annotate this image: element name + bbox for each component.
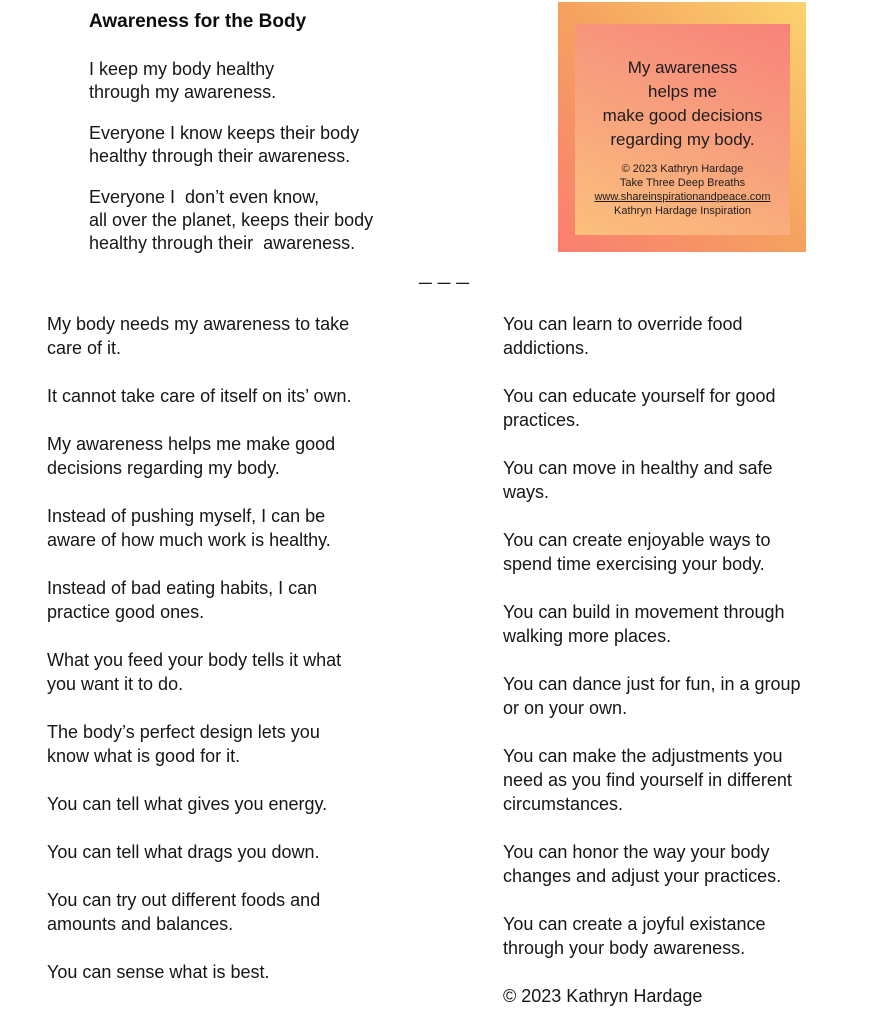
affirmation-card-inner [575, 24, 790, 235]
column-right [503, 312, 883, 1024]
paragraph [47, 432, 477, 480]
paragraph [503, 672, 883, 720]
poem-stanza [89, 186, 373, 255]
text-line: Everyone I know keeps their body [89, 123, 360, 143]
paragraph [47, 720, 477, 768]
text-line: You can create enjoyable ways to [503, 530, 771, 550]
text-line: My awareness helps me make good [47, 434, 336, 454]
text-line: practices. [503, 410, 581, 430]
affirmation-card [558, 2, 806, 252]
text-line: I keep my body healthy [89, 59, 275, 79]
text-line: walking more places. [503, 626, 672, 646]
paragraph [47, 792, 477, 816]
text-line: make good decisions [602, 106, 763, 125]
page-title: Awareness for the Body [89, 11, 307, 32]
text-line: practice good ones. [47, 602, 205, 622]
text-line: You can tell what drags you down. [47, 842, 320, 862]
section-divider: — — — [418, 275, 471, 290]
text-line: amounts and balances. [47, 914, 234, 934]
paragraph [503, 456, 883, 504]
text-line: You can sense what is best. [47, 962, 270, 982]
text-line: You can try out different foods and [47, 890, 321, 910]
paragraph [503, 912, 883, 960]
paragraph [503, 384, 883, 432]
paragraph [503, 600, 883, 648]
paragraph [47, 384, 477, 408]
text-line: healthy through their awareness. [89, 233, 356, 253]
text-line: You can move in healthy and safe [503, 458, 773, 478]
text-line: Everyone I don’t even know, [89, 187, 320, 207]
text-line: My body needs my awareness to take [47, 314, 350, 334]
text-line: circumstances. [503, 794, 624, 814]
text-line: Instead of pushing myself, I can be [47, 506, 326, 526]
text-line: My awareness [627, 58, 738, 77]
text-line: changes and adjust your practices. [503, 866, 782, 886]
text-line: You can tell what gives you energy. [47, 794, 328, 814]
text-line: ways. [503, 482, 550, 502]
card-byline: Kathryn Hardage Inspiration [614, 205, 751, 217]
poem-stanza [89, 122, 373, 168]
text-line: It cannot take care of itself on its’ own. [47, 386, 352, 406]
text-line: You can educate yourself for good [503, 386, 776, 406]
paragraph [503, 528, 883, 576]
affirmation-message [575, 56, 790, 152]
text-line: What you feed your body tells it what [47, 650, 342, 670]
text-line: © 2023 Kathryn Hardage [503, 986, 703, 1006]
card-credits [575, 162, 790, 218]
card-website-link[interactable]: www.shareinspirationandpeace.com [594, 191, 771, 203]
text-line: You can dance just for fun, in a group [503, 674, 801, 694]
paragraph [47, 576, 477, 624]
poem-stanzas [89, 58, 373, 255]
column-left [47, 312, 477, 1008]
text-line: need as you find yourself in different [503, 770, 792, 790]
text-line: healthy through their awareness. [89, 146, 351, 166]
text-line: through my awareness. [89, 82, 277, 102]
text-line: know what is good for it. [47, 746, 241, 766]
page-copyright [503, 984, 883, 1008]
text-line: aware of how much work is healthy. [47, 530, 331, 550]
paragraph [47, 888, 477, 936]
text-line: Instead of bad eating habits, I can [47, 578, 318, 598]
paragraph [503, 744, 883, 816]
paragraph [47, 504, 477, 552]
card-copyright: © 2023 Kathryn Hardage [621, 163, 744, 175]
text-line: spend time exercising your body. [503, 554, 765, 574]
card-series-title: Take Three Deep Breaths [619, 177, 746, 189]
paragraph [47, 960, 477, 984]
text-line: You can honor the way your body [503, 842, 770, 862]
text-line: or on your own. [503, 698, 628, 718]
text-line: The body’s perfect design lets you [47, 722, 320, 742]
paragraph [503, 312, 883, 360]
text-line: addictions. [503, 338, 590, 358]
text-line: through your body awareness. [503, 938, 746, 958]
text-line: You can build in movement through [503, 602, 785, 622]
paragraph [503, 840, 883, 888]
text-line: you want it to do. [47, 674, 184, 694]
text-line: decisions regarding my body. [47, 458, 280, 478]
text-line: all over the planet, keeps their body [89, 210, 374, 230]
paragraph [47, 312, 477, 360]
text-line: regarding my body. [610, 130, 755, 149]
text-line: You can learn to override food [503, 314, 743, 334]
paragraph [47, 840, 477, 864]
text-line: helps me [648, 82, 717, 101]
text-line: You can make the adjustments you [503, 746, 783, 766]
text-line: care of it. [47, 338, 122, 358]
paragraph [47, 648, 477, 696]
text-line: You can create a joyful existance [503, 914, 766, 934]
poem-header [89, 9, 373, 273]
poem-stanza [89, 58, 373, 104]
